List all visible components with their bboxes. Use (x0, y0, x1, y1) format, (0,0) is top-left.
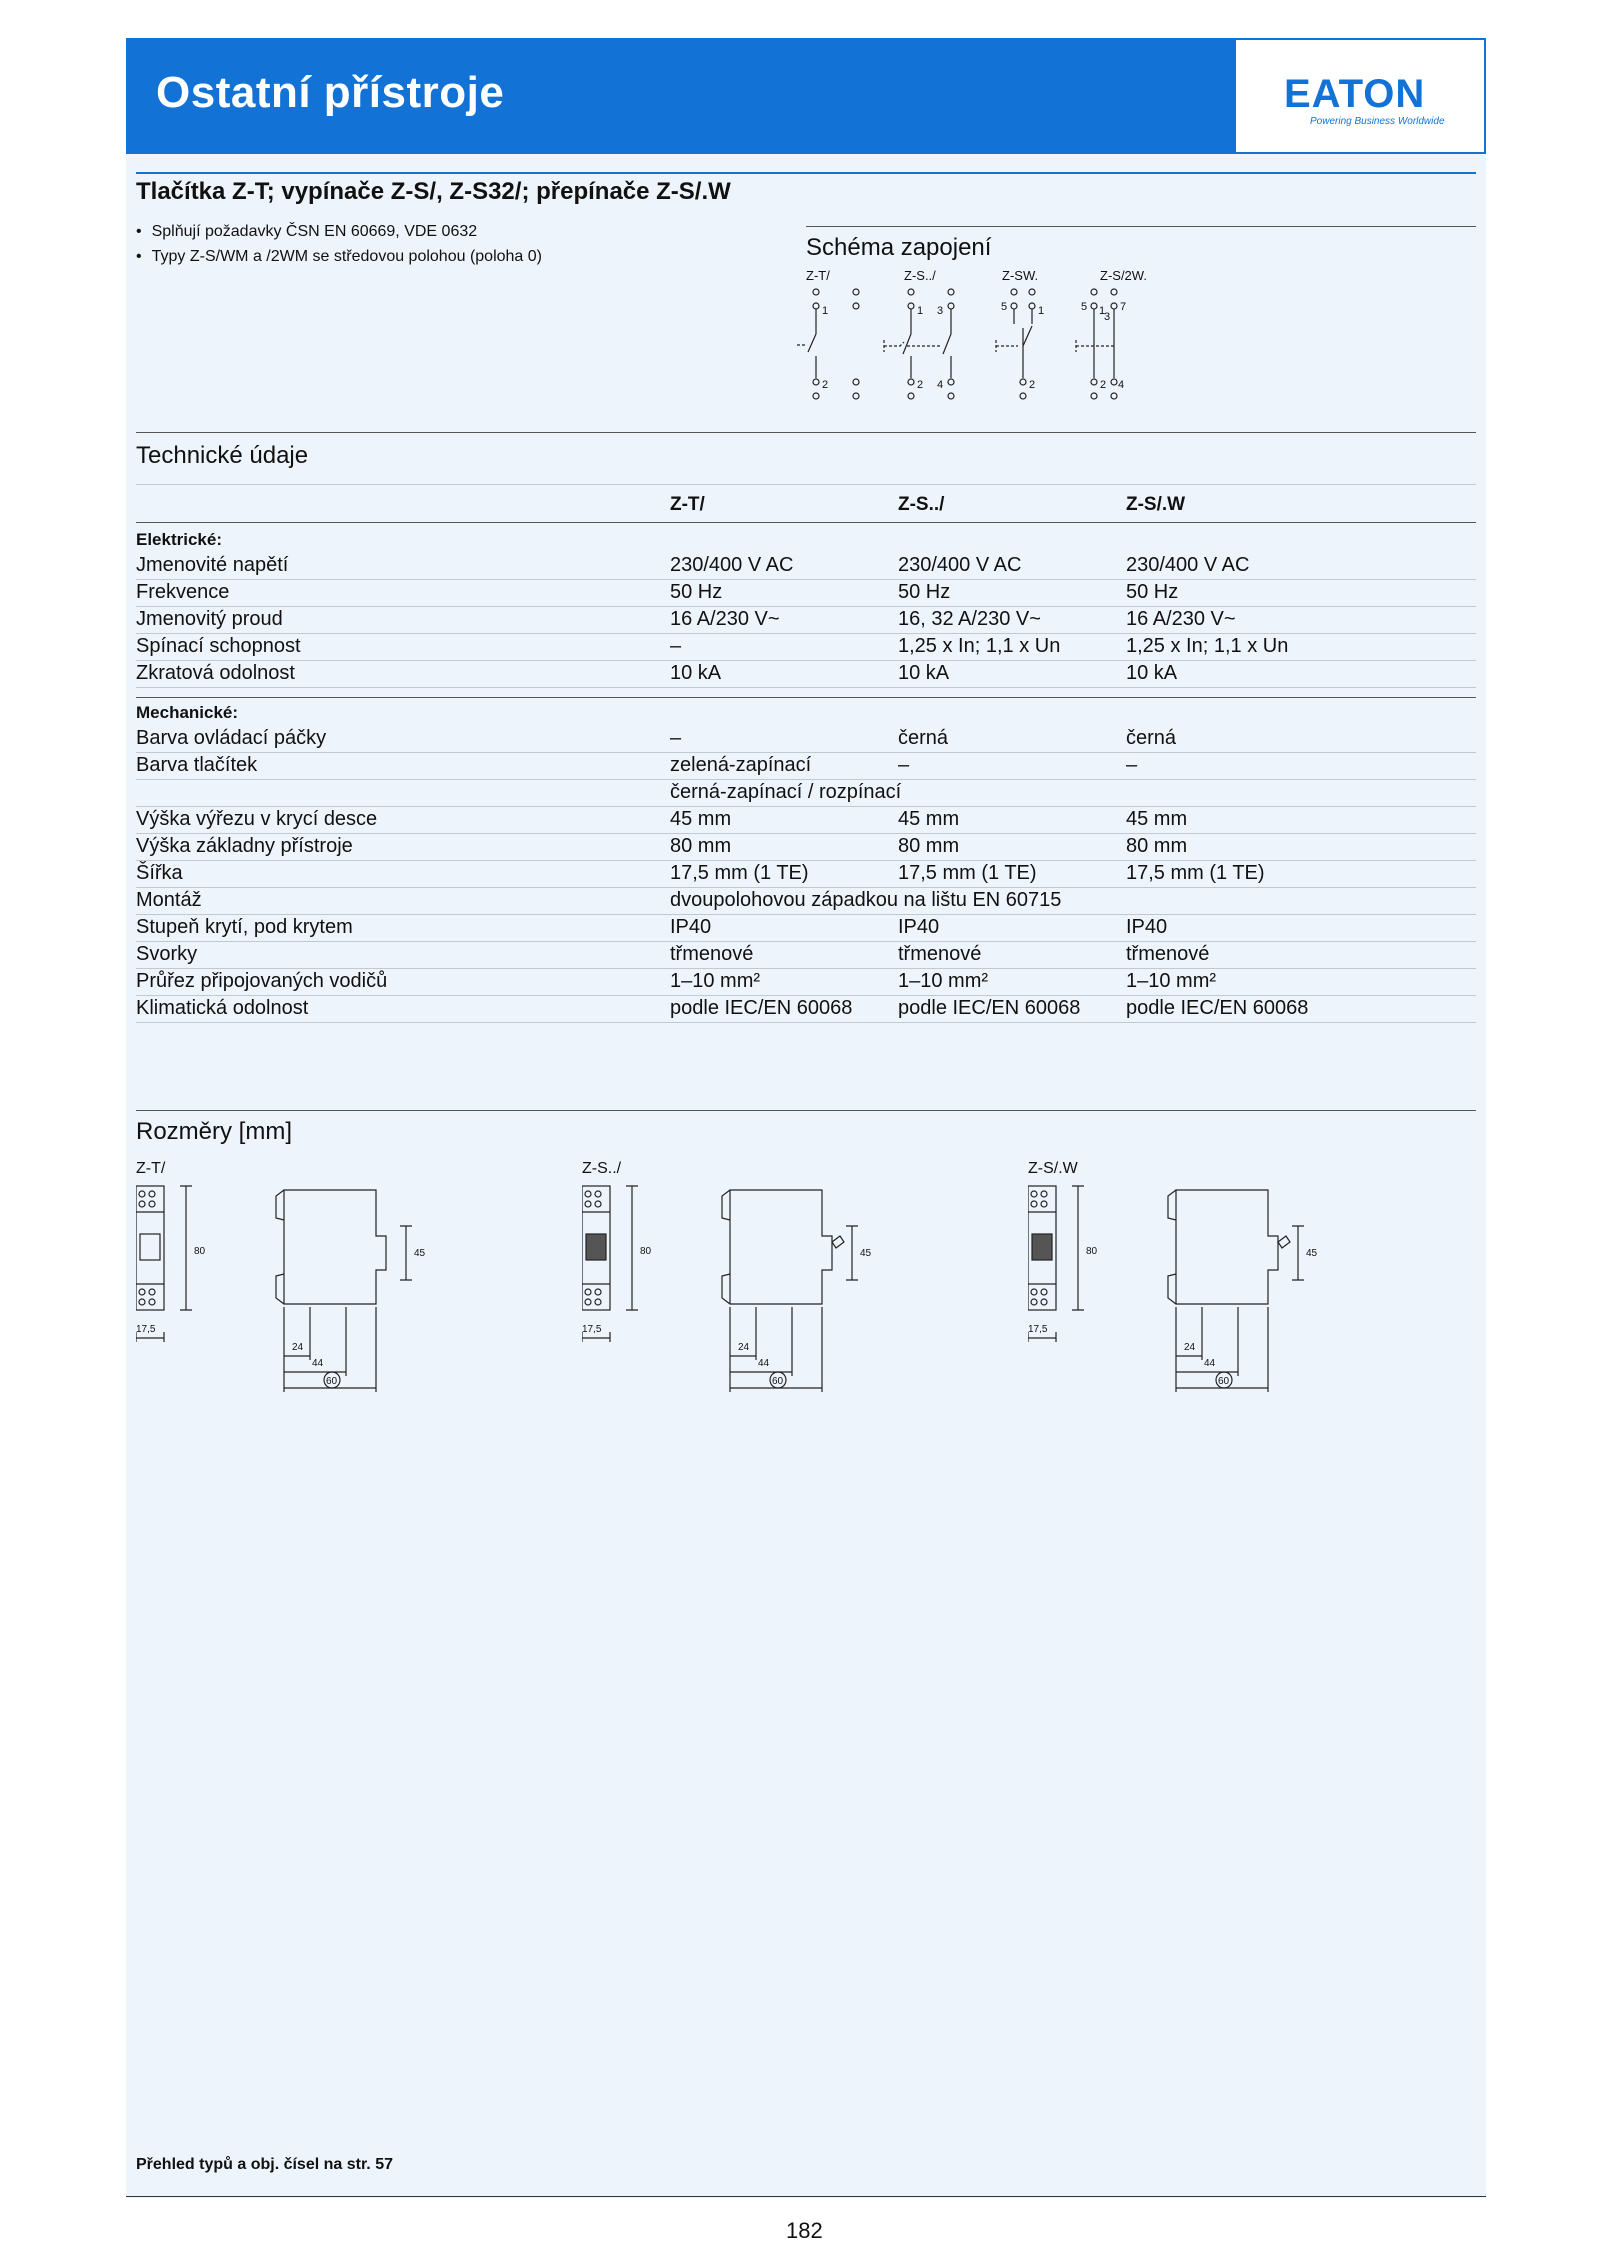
dim-24: 24 (292, 1342, 304, 1353)
col-header-zs: Z-S../ (898, 494, 945, 515)
eaton-logo (1236, 40, 1484, 152)
terminal-label: 5 (1081, 301, 1088, 313)
dim-label-zs: Z-S../ (582, 1160, 622, 1177)
dim-cutout: 45 (860, 1248, 872, 1259)
row-label: Stupeň krytí, pod krytem (136, 916, 353, 938)
terminal-label: 2 (1029, 379, 1036, 391)
row-value: 230/400 V AC (1126, 554, 1250, 576)
row-value: IP40 (898, 916, 940, 938)
dim-width: 17,5 (136, 1324, 156, 1335)
row-value: 17,5 mm (1 TE) (670, 862, 809, 884)
row-value: 10 kA (898, 662, 950, 684)
row-value: 17,5 mm (1 TE) (898, 862, 1037, 884)
dim-cutout: 45 (1306, 1248, 1318, 1259)
row-value: podle IEC/EN 60068 (898, 997, 1081, 1019)
terminal-label: 4 (1118, 379, 1125, 391)
row-divider (136, 606, 1476, 607)
terminal-label: 1 (1099, 305, 1106, 317)
dim-label-zsw: Z-S/.W (1028, 1160, 1078, 1177)
row-value: 230/400 V AC (670, 554, 794, 576)
tech-rule (136, 432, 1476, 433)
row-value: – (670, 635, 682, 657)
row-value: 1–10 mm² (1126, 970, 1217, 992)
terminal-label: 1 (917, 305, 924, 317)
logo-tagline: Powering Business Worldwide (1310, 116, 1445, 127)
page (126, 38, 1486, 2198)
row-value: – (898, 754, 910, 776)
dim-height: 80 (640, 1246, 652, 1257)
row-label: Montáž (136, 889, 202, 911)
terminal-label: 1 (1038, 305, 1045, 317)
dim-cutout: 45 (414, 1248, 426, 1259)
col-header-zt: Z-T/ (670, 494, 705, 515)
terminal-label: 2 (822, 379, 829, 391)
dim-label-zt: Z-T/ (136, 1160, 166, 1177)
row-divider (136, 887, 1476, 888)
row-value: 50 Hz (1126, 581, 1179, 603)
row-value: podle IEC/EN 60068 (1126, 997, 1309, 1019)
terminal-label: 3 (1104, 311, 1111, 323)
row-value: 16 A/230 V~ (1126, 608, 1236, 630)
dim-width: 17,5 (1028, 1324, 1048, 1335)
schema-rule (806, 226, 1476, 227)
product-title: Tlačítka Z-T; vypínače Z-S/, Z-S32/; přepínače Z-S/.W (136, 178, 731, 205)
dimension-drawing (136, 1182, 456, 1432)
row-value: 16 A/230 V~ (670, 608, 780, 630)
row-label: Výška výřezu v krycí desce (136, 808, 378, 830)
terminal-label: 4 (937, 379, 944, 391)
row-value: 1,25 x In; 1,1 x Un (1126, 635, 1289, 657)
terminal-label: 5 (1001, 301, 1008, 313)
group-electrical: Elektrické: (136, 530, 222, 549)
logo-wordmark: EATON (1284, 72, 1426, 116)
page-number: 182 (786, 2218, 823, 2243)
row-label: Barva tlačítek (136, 754, 258, 776)
terminal-label: 2 (917, 379, 924, 391)
terminal-label: 7 (1120, 301, 1126, 313)
footer-rule (126, 2196, 1486, 2197)
dim-24: 24 (738, 1342, 750, 1353)
row-label: Zkratová odolnost (136, 662, 295, 684)
dim-height: 80 (1086, 1246, 1098, 1257)
actuator (1032, 1234, 1052, 1260)
row-divider (136, 752, 1476, 753)
row-label: Svorky (136, 943, 198, 965)
row-divider (136, 633, 1476, 634)
row-value: 45 mm (1126, 808, 1188, 830)
schema-label-zsw: Z-SW. (1002, 268, 1039, 283)
row-label: Jmenovitý proud (136, 608, 283, 630)
actuator (586, 1234, 606, 1260)
row-value: 80 mm (670, 835, 732, 857)
page-header (126, 38, 1486, 154)
header-divider (136, 522, 1476, 523)
row-divider (136, 484, 1476, 485)
dim-44: 44 (1204, 1358, 1216, 1369)
row-divider (136, 860, 1476, 861)
schema-label-zs2w: Z-S/2W. (1100, 268, 1147, 283)
row-divider (136, 687, 1476, 688)
schema-heading: Schéma zapojení (806, 234, 992, 261)
row-value: – (1126, 754, 1138, 776)
terminal-label: 3 (937, 305, 944, 317)
row-value: 10 kA (1126, 662, 1178, 684)
row-value: 1,25 x In; 1,1 x Un (898, 635, 1061, 657)
dim-60: 60 (772, 1376, 784, 1387)
tech-heading: Technické údaje (136, 442, 309, 469)
row-divider (136, 941, 1476, 942)
dim-44: 44 (758, 1358, 770, 1369)
feature-item: • Typy Z-S/WM a /2WM se středovou polohou (poloha 0) (136, 244, 542, 269)
row-value: 50 Hz (898, 581, 951, 603)
dim-24: 24 (1184, 1342, 1196, 1353)
row-value: 45 mm (898, 808, 960, 830)
row-value: 1–10 mm² (670, 970, 761, 992)
row-divider (136, 579, 1476, 580)
row-label: Šířka (136, 862, 183, 884)
row-divider (136, 779, 1476, 780)
row-value: černá (898, 727, 949, 749)
row-divider (136, 995, 1476, 996)
feature-list (136, 219, 542, 269)
row-value: 50 Hz (670, 581, 723, 603)
schema-label-zt: Z-T/ (806, 268, 830, 283)
row-value: podle IEC/EN 60068 (670, 997, 853, 1019)
dim-height: 80 (194, 1246, 206, 1257)
actuator (140, 1234, 160, 1260)
row-label: Barva ovládací páčky (136, 727, 327, 749)
row-value: černá (1126, 727, 1177, 749)
row-value: 230/400 V AC (898, 554, 1022, 576)
feature-item: • Splňují požadavky ČSN EN 60669, VDE 0632 (136, 219, 542, 244)
dimension-drawing (582, 1182, 902, 1432)
row-value: třmenové (1126, 943, 1210, 965)
footer-note: Přehled typů a obj. čísel na str. 57 (136, 2156, 393, 2173)
row-value: – (670, 727, 682, 749)
row-value: 80 mm (1126, 835, 1188, 857)
row-label: Průřez připojovaných vodičů (136, 970, 388, 992)
dimensions-heading: Rozměry [mm] (136, 1118, 292, 1145)
dim-60: 60 (326, 1376, 338, 1387)
title-rule (136, 172, 1476, 174)
dim-44: 44 (312, 1358, 324, 1369)
page-title: Ostatní přístroje (156, 68, 505, 117)
group-divider (136, 697, 1476, 698)
row-value: 45 mm (670, 808, 732, 830)
terminal-label: 1 (822, 305, 829, 317)
dim-width: 17,5 (582, 1324, 602, 1335)
dim-60: 60 (1218, 1376, 1230, 1387)
row-label: Spínací schopnost (136, 635, 301, 657)
row-divider (136, 914, 1476, 915)
row-value: třmenové (670, 943, 754, 965)
dimensions-rule (136, 1110, 1476, 1111)
side-view (722, 1190, 832, 1304)
row-divider (136, 968, 1476, 969)
col-header-zsw: Z-S/.W (1126, 494, 1186, 515)
side-view (1168, 1190, 1278, 1304)
dimension-drawing (1028, 1182, 1348, 1432)
row-value: 80 mm (898, 835, 960, 857)
row-divider (136, 1022, 1476, 1023)
row-value: dvoupolohovou západkou na lištu EN 60715 (670, 889, 1062, 911)
row-label: Jmenovité napětí (136, 554, 289, 576)
row-value: 17,5 mm (1 TE) (1126, 862, 1265, 884)
row-divider (136, 833, 1476, 834)
row-divider (136, 660, 1476, 661)
side-view (276, 1190, 386, 1304)
row-value: třmenové (898, 943, 982, 965)
terminal-label: 2 (1100, 379, 1107, 391)
row-value: zelená-zapínací (670, 754, 812, 776)
row-value: 16, 32 A/230 V~ (898, 608, 1041, 630)
row-value: IP40 (670, 916, 712, 938)
row-label: Klimatická odolnost (136, 997, 309, 1019)
group-mechanical: Mechanické: (136, 703, 239, 722)
row-label: Výška základny přístroje (136, 835, 353, 857)
row-value: 1–10 mm² (898, 970, 989, 992)
row-value: 10 kA (670, 662, 722, 684)
row-value: IP40 (1126, 916, 1168, 938)
wiring-diagrams (796, 284, 1126, 404)
row-value: černá-zapínací / rozpínací (670, 781, 902, 803)
row-divider (136, 806, 1476, 807)
schema-label-zs: Z-S../ (904, 268, 936, 283)
row-label: Frekvence (136, 581, 230, 603)
